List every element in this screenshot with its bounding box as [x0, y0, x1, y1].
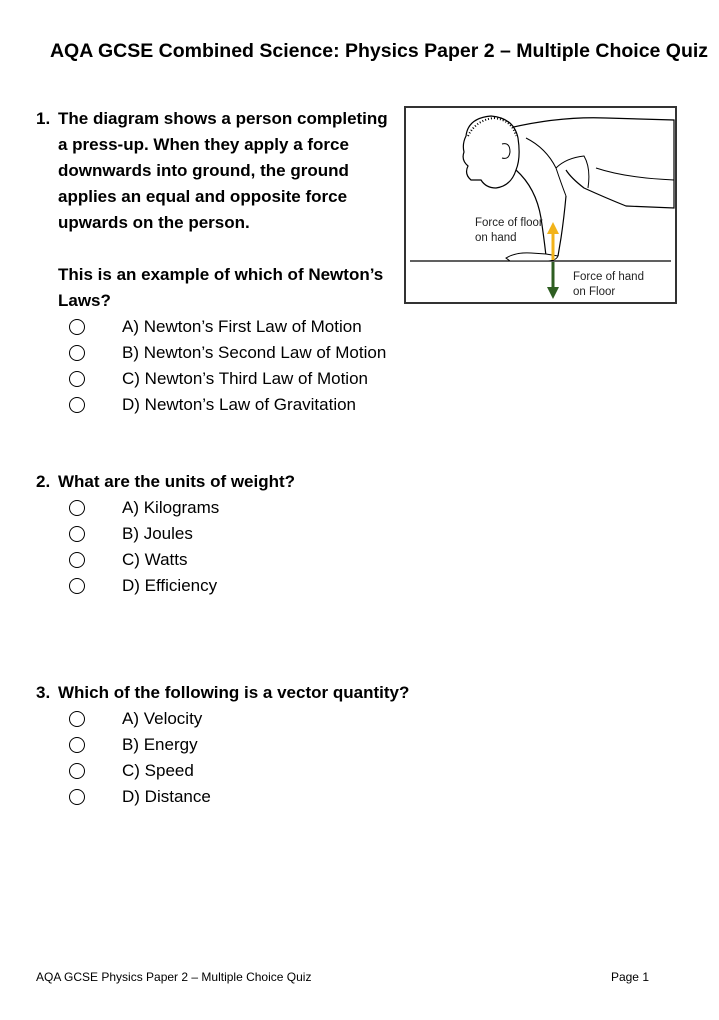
option-label: A) Newton’s First Law of Motion	[122, 317, 362, 336]
radio-button[interactable]	[69, 789, 85, 805]
option-c[interactable]	[69, 547, 295, 573]
person-hand	[506, 253, 558, 261]
footer-page-number: Page 1	[610, 970, 649, 984]
question-number: 3.	[36, 683, 51, 702]
radio-button[interactable]	[69, 319, 85, 335]
question-text: What are the units of weight?	[58, 472, 296, 491]
radio-button[interactable]	[69, 397, 85, 413]
option-label: A) Kilograms	[122, 498, 220, 517]
person-shirt	[526, 138, 674, 196]
label-force-of-hand: Force of hand on Floor	[573, 271, 644, 298]
radio-button[interactable]	[69, 737, 85, 753]
question-1	[36, 106, 388, 418]
radio-button[interactable]	[69, 552, 85, 568]
question-text: The diagram shows a person completing a press-up. When they apply a force downwards into ground, the ground applies an equal and opposite force upwards on the person. This is an example of which of Newton’s Laws?	[58, 109, 388, 310]
option-label: D) Distance	[122, 787, 211, 806]
question-number: 2.	[36, 472, 51, 491]
radio-button[interactable]	[69, 763, 85, 779]
option-label: C) Watts	[122, 550, 188, 569]
option-a[interactable]	[69, 706, 409, 732]
option-label: C) Speed	[122, 761, 194, 780]
label-force-of-floor: Force of floor on hand	[475, 217, 543, 244]
person-head	[463, 116, 519, 188]
option-d[interactable]	[69, 784, 409, 810]
page-title: AQA GCSE Combined Science: Physics Paper 2 – Multiple Choice Quiz	[49, 40, 709, 62]
option-c[interactable]	[69, 366, 388, 392]
option-b[interactable]	[69, 732, 409, 758]
arrow-up-head	[547, 222, 559, 234]
option-label: B) Energy	[122, 735, 198, 754]
option-label: A) Velocity	[122, 709, 203, 728]
option-b[interactable]	[69, 521, 295, 547]
option-label: D) Efficiency	[122, 576, 218, 595]
option-a[interactable]	[69, 314, 388, 340]
option-label: D) Newton’s Law of Gravitation	[122, 395, 357, 414]
radio-button[interactable]	[69, 345, 85, 361]
options-list	[69, 706, 409, 810]
footer-left: AQA GCSE Physics Paper 2 – Multiple Choice Quiz	[36, 970, 312, 984]
option-label: C) Newton’s Third Law of Motion	[122, 369, 368, 388]
option-c[interactable]	[69, 758, 409, 784]
radio-button[interactable]	[69, 500, 85, 516]
radio-button[interactable]	[69, 526, 85, 542]
options-list	[69, 314, 388, 418]
arrow-down-head	[547, 287, 559, 299]
question-number: 1.	[36, 109, 51, 128]
option-d[interactable]	[69, 573, 295, 599]
question-3	[36, 680, 409, 810]
options-list	[69, 495, 295, 599]
question-text: Which of the following is a vector quantity?	[58, 683, 410, 702]
option-d[interactable]	[69, 392, 388, 418]
option-label: B) Newton’s Second Law of Motion	[122, 343, 387, 362]
option-b[interactable]	[69, 340, 388, 366]
radio-button[interactable]	[69, 371, 85, 387]
option-a[interactable]	[69, 495, 295, 521]
question-2	[36, 469, 295, 599]
radio-button[interactable]	[69, 578, 85, 594]
option-label: B) Joules	[122, 524, 193, 543]
radio-button[interactable]	[69, 711, 85, 727]
press-up-diagram	[404, 106, 677, 304]
